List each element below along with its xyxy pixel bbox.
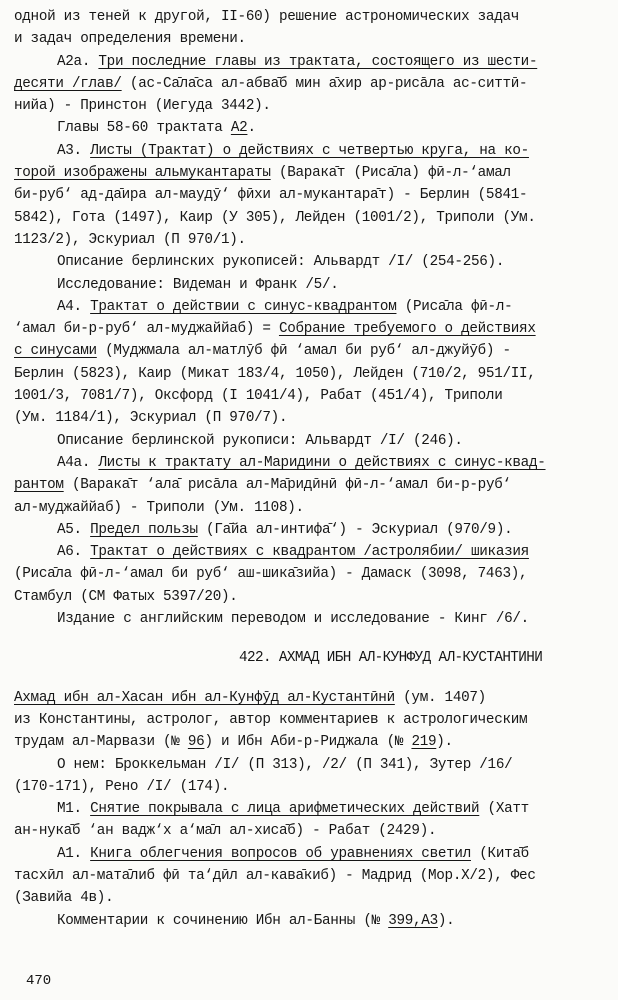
underlined-text: Три последние главы из трактата, состоящего из шести-	[98, 53, 538, 70]
text-span: А1.	[57, 845, 91, 862]
text-line	[14, 519, 612, 541]
text-line	[14, 497, 612, 519]
text-line	[14, 28, 612, 50]
text-line	[14, 776, 612, 798]
text-span: тасхӣл ал-мата̄либ фӣ та‘дӣл ал-кава̄киб) - Мадрид (Мор.Х/2), Фес	[14, 867, 536, 884]
text-line	[14, 798, 612, 820]
page-text	[14, 6, 612, 932]
text-span: и задач определения времени.	[14, 31, 246, 48]
text-line	[14, 184, 612, 206]
text-line	[14, 51, 612, 73]
text-line	[14, 843, 612, 865]
text-span: (Кита̄б	[470, 845, 529, 862]
underlined-text: 219	[411, 734, 437, 751]
text-line	[14, 162, 612, 184]
text-line	[14, 754, 612, 776]
text-line	[14, 274, 612, 296]
text-span: (Риса̄ла фӣ-л-	[396, 298, 513, 315]
text-span: Комментарии к сочинению Ибн ал-Банны (№	[57, 912, 389, 929]
text-span: (170-171), Рено /I/ (174).	[14, 778, 230, 795]
text-line	[14, 608, 612, 630]
text-line	[14, 474, 612, 496]
entry-421-continuation	[14, 6, 612, 630]
text-span: (Риса̄ла фӣ-л-‘амал би руб‘ аш-шика̄зийа) - Дамаск (3098, 7463),	[14, 566, 528, 583]
text-line	[14, 207, 612, 229]
text-line	[14, 865, 612, 887]
text-span: М1.	[57, 801, 91, 818]
text-span: (Завийа 4в).	[14, 890, 114, 907]
text-line	[14, 73, 612, 95]
underlined-text: Собрание требуемого о действиях	[278, 321, 536, 338]
text-line	[14, 541, 612, 563]
underlined-text: Листы к трактату ал-Маридини о действиях с синус-квад-	[98, 454, 546, 471]
text-span: О нем: Броккельман /I/ (П 313), /2/ (П 341), Зутер /16/	[57, 756, 513, 773]
text-line	[14, 117, 612, 139]
text-span: Берлин (5823), Каир (Микат 183/4, 1050), Лейден (710/2, 951/II,	[14, 365, 536, 382]
text-span: (ум. 1407)	[394, 689, 486, 706]
text-span: одной из теней к другой, II-60) решение астрономических задач	[14, 9, 520, 25]
text-span: Описание берлинской рукописи: Альвардт /I/ (246).	[57, 432, 463, 449]
underlined-text: Ахмад ибн ал-Хасан ибн ал-Кунфӯд ал-Кустантӣнӣ	[14, 689, 395, 706]
page-number: 470	[26, 973, 52, 989]
text-span: 1123/2), Эскуриал (П 970/1).	[14, 231, 246, 248]
text-span: ан-нука̄б ‘ан вадж‘х а‘ма̄л ал-хиса̄б) - Рабат (2429).	[14, 823, 437, 840]
underlined-text: рантом	[14, 477, 64, 494]
text-span: ) и Ибн Аби-р-Риджала (№	[204, 734, 412, 751]
underlined-text: Предел пользы	[90, 521, 198, 538]
underlined-text: Трактат о действии с синус-квадрантом	[90, 298, 397, 315]
text-span: ‘амал би-р-руб‘ ал-муджаййаб) =	[14, 321, 279, 338]
text-span: Описание берлинских рукописей: Альвардт /I/ (254-256).	[57, 254, 505, 271]
text-span: (Варака̄т (Риса̄ла) фӣ-л-‘амал	[270, 165, 511, 182]
text-span: (Муджмала ал-матлӯб фӣ ‘амал би руб‘ ал-джуйӯб) -	[96, 343, 511, 360]
text-line	[14, 251, 612, 273]
underlined-text: десяти /глав/	[14, 75, 122, 92]
underlined-text: 96	[187, 734, 205, 751]
text-line	[14, 340, 612, 362]
text-line	[14, 363, 612, 385]
underlined-text: А2	[230, 120, 248, 137]
text-line	[14, 910, 612, 932]
text-span: А5.	[57, 521, 91, 538]
underlined-text: Листы (Трактат) о действиях с четвертью круга, на ко-	[90, 142, 529, 159]
text-line	[14, 820, 612, 842]
underlined-text: с синусами	[14, 343, 97, 360]
text-line	[14, 887, 612, 909]
text-line	[14, 709, 612, 731]
text-span: Главы 58-60 трактата	[57, 120, 231, 137]
text-span: ал-муджаййаб) - Триполи (Ум. 1108).	[14, 499, 304, 516]
text-span: ).	[436, 734, 453, 751]
text-span: А6.	[57, 544, 91, 561]
text-span: 5842), Гота (1497), Каир (У 305), Лейден (1001/2), Триполи (Ум.	[14, 209, 536, 226]
text-span: Исследование: Видеман и Франк /5/.	[57, 276, 339, 293]
text-line	[14, 95, 612, 117]
text-line	[14, 6, 612, 28]
underlined-text: Книга облегчения вопросов об уравнениях светил	[90, 845, 471, 862]
text-span: трудам ал-Марвази (№	[14, 734, 188, 751]
entry-422	[14, 687, 612, 932]
text-span: А3.	[57, 142, 91, 159]
text-line	[14, 229, 612, 251]
underlined-text: 399,А3	[388, 912, 438, 929]
text-span: Стамбул (СМ Фатых 5397/20).	[14, 588, 238, 605]
underlined-text: торой изображены альмукантараты	[14, 165, 271, 182]
text-span: Издание с английским переводом и исследование - Кинг /6/.	[57, 611, 529, 628]
text-line	[14, 140, 612, 162]
text-span: А4а.	[57, 454, 99, 471]
text-span: 1001/3, 7081/7), Оксфорд (I 1041/4), Рабат (451/4), Триполи	[14, 388, 503, 405]
text-line	[14, 385, 612, 407]
text-line	[14, 407, 612, 429]
text-span: А4.	[57, 298, 91, 315]
text-span: би-руб‘ ад-да̄ира ал-маудӯ‘ фӣхи ал-мукантара̄т) - Берлин (5841-	[14, 187, 528, 204]
text-span: (Варака̄т ‘ала̄ рисāла ал-Ма̄ридӣнӣ фӣ-л-‘амал би-р-руб‘	[63, 477, 511, 494]
text-line	[14, 318, 612, 340]
text-span: .	[247, 120, 256, 137]
text-span: (Хатт	[479, 801, 529, 818]
text-line	[14, 586, 612, 608]
text-span: (Ум. 1184/1), Эскуриал (П 970/7).	[14, 410, 288, 427]
section-heading: 422. АХМАД ИБН АЛ-КУНФУД АЛ-КУСТАНТИНИ	[239, 650, 543, 667]
text-line	[14, 296, 612, 318]
text-line	[14, 452, 612, 474]
text-line	[14, 687, 612, 709]
text-span: ).	[437, 912, 455, 929]
text-span: нийа) - Принстон (Иегуда 3442).	[14, 98, 271, 115]
text-span: (Га̄йа ал-интифа̄‘) - Эскуриал (970/9).	[197, 521, 513, 538]
text-span: А2а.	[57, 53, 99, 70]
underlined-text: Трактат о действиях с квадрантом /астролябии/ шиказия	[90, 544, 529, 561]
text-span: из Константины, астролог, автор комментариев к астрологическим	[14, 711, 528, 728]
text-span: (ас-Са̄ла̄са ал-абва̄б мин а̄хир ар-рисāла ас-ситтӣ-	[121, 75, 528, 92]
text-line	[14, 563, 612, 585]
underlined-text: Снятие покрывала с лица арифметических действий	[90, 801, 480, 818]
text-line	[14, 731, 612, 753]
text-line	[14, 430, 612, 452]
